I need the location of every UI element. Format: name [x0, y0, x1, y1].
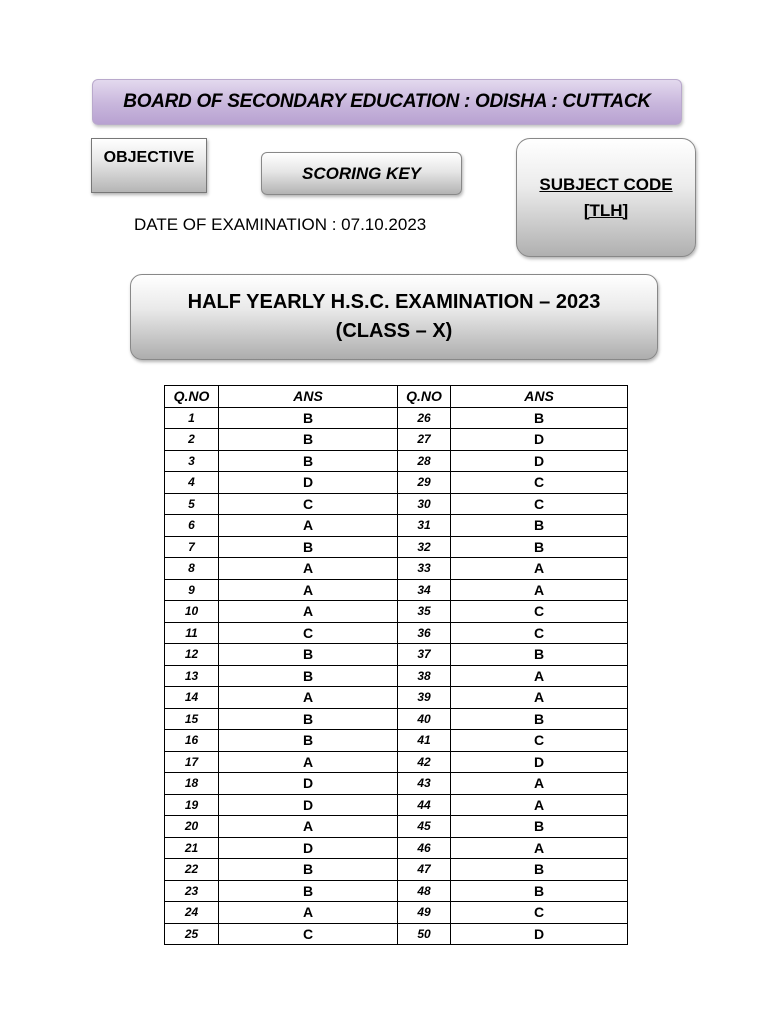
- exam-class: (CLASS – X): [335, 320, 453, 342]
- question-number: 18: [165, 773, 219, 795]
- table-row: [165, 601, 628, 623]
- table-row: [165, 515, 628, 537]
- question-number: 7: [165, 536, 219, 558]
- answer-cell: B: [219, 429, 398, 451]
- answer-cell: A: [451, 837, 628, 859]
- table-row: [165, 687, 628, 709]
- objective-box: [91, 138, 207, 193]
- answer-cell: C: [451, 902, 628, 924]
- table-row: [165, 816, 628, 838]
- question-number: 3: [165, 450, 219, 472]
- answer-cell: B: [451, 536, 628, 558]
- table-row: [165, 536, 628, 558]
- question-number: 6: [165, 515, 219, 537]
- answer-cell: D: [219, 794, 398, 816]
- question-number: 36: [398, 622, 451, 644]
- answer-key-table: [164, 385, 628, 945]
- table-header-row: [165, 386, 628, 408]
- question-number: 41: [398, 730, 451, 752]
- answer-cell: A: [451, 773, 628, 795]
- scoring-key-box: [261, 152, 462, 195]
- question-number: 49: [398, 902, 451, 924]
- answer-cell: A: [219, 579, 398, 601]
- table-row: [165, 880, 628, 902]
- question-number: 45: [398, 816, 451, 838]
- question-number: 32: [398, 536, 451, 558]
- answer-cell: C: [219, 493, 398, 515]
- answer-cell: B: [219, 450, 398, 472]
- question-number: 46: [398, 837, 451, 859]
- table-row: [165, 579, 628, 601]
- exam-title: HALF YEARLY H.S.C. EXAMINATION – 2023: [187, 291, 601, 313]
- question-number: 43: [398, 773, 451, 795]
- column-header-ans: ANS: [451, 386, 628, 408]
- question-number: 30: [398, 493, 451, 515]
- table-row: [165, 450, 628, 472]
- answer-cell: D: [451, 450, 628, 472]
- answer-cell: B: [451, 515, 628, 537]
- answer-cell: B: [451, 816, 628, 838]
- answer-cell: A: [451, 558, 628, 580]
- answer-cell: D: [219, 837, 398, 859]
- question-number: 22: [165, 859, 219, 881]
- column-header-ans: ANS: [219, 386, 398, 408]
- column-header-qno: Q.NO: [165, 386, 219, 408]
- answer-key-body: [165, 407, 628, 945]
- table-row: [165, 859, 628, 881]
- answer-cell: B: [219, 665, 398, 687]
- column-header-qno: Q.NO: [398, 386, 451, 408]
- table-row: [165, 644, 628, 666]
- question-number: 24: [165, 902, 219, 924]
- question-number: 5: [165, 493, 219, 515]
- table-row: [165, 622, 628, 644]
- table-row: [165, 558, 628, 580]
- answer-cell: B: [451, 859, 628, 881]
- objective-label: OBJECTIVE: [103, 149, 195, 166]
- question-number: 47: [398, 859, 451, 881]
- question-number: 21: [165, 837, 219, 859]
- question-number: 27: [398, 429, 451, 451]
- question-number: 31: [398, 515, 451, 537]
- answer-cell: D: [451, 751, 628, 773]
- table-row: [165, 708, 628, 730]
- question-number: 17: [165, 751, 219, 773]
- exam-date: DATE OF EXAMINATION : 07.10.2023: [134, 215, 427, 234]
- question-number: 8: [165, 558, 219, 580]
- answer-cell: C: [451, 622, 628, 644]
- question-number: 33: [398, 558, 451, 580]
- table-row: [165, 665, 628, 687]
- subject-code-box: [516, 138, 696, 257]
- table-row: [165, 429, 628, 451]
- answer-cell: A: [451, 579, 628, 601]
- answer-cell: C: [451, 601, 628, 623]
- question-number: 9: [165, 579, 219, 601]
- answer-cell: C: [451, 493, 628, 515]
- answer-cell: A: [219, 751, 398, 773]
- answer-cell: C: [451, 472, 628, 494]
- question-number: 40: [398, 708, 451, 730]
- answer-cell: C: [219, 923, 398, 945]
- answer-cell: D: [451, 429, 628, 451]
- answer-cell: A: [451, 665, 628, 687]
- question-number: 48: [398, 880, 451, 902]
- question-number: 28: [398, 450, 451, 472]
- question-number: 23: [165, 880, 219, 902]
- table-row: [165, 751, 628, 773]
- answer-cell: A: [219, 687, 398, 709]
- question-number: 4: [165, 472, 219, 494]
- answer-cell: D: [219, 773, 398, 795]
- answer-cell: B: [451, 708, 628, 730]
- table-row: [165, 493, 628, 515]
- board-banner: [92, 79, 682, 125]
- question-number: 38: [398, 665, 451, 687]
- board-title: BOARD OF SECONDARY EDUCATION : ODISHA : CUTTACK: [123, 91, 651, 112]
- question-number: 19: [165, 794, 219, 816]
- table-row: [165, 773, 628, 795]
- answer-cell: C: [451, 730, 628, 752]
- table-row: [165, 472, 628, 494]
- question-number: 20: [165, 816, 219, 838]
- question-number: 26: [398, 407, 451, 429]
- question-number: 15: [165, 708, 219, 730]
- scoring-key-label: SCORING KEY: [301, 163, 422, 183]
- answer-cell: B: [219, 536, 398, 558]
- question-number: 35: [398, 601, 451, 623]
- answer-cell: A: [451, 687, 628, 709]
- question-number: 42: [398, 751, 451, 773]
- answer-cell: A: [219, 816, 398, 838]
- answer-cell: A: [451, 794, 628, 816]
- question-number: 44: [398, 794, 451, 816]
- question-number: 1: [165, 407, 219, 429]
- answer-cell: B: [219, 708, 398, 730]
- table-row: [165, 837, 628, 859]
- question-number: 2: [165, 429, 219, 451]
- exam-title-box: [130, 274, 658, 360]
- answer-cell: A: [219, 902, 398, 924]
- question-number: 12: [165, 644, 219, 666]
- answer-cell: A: [219, 601, 398, 623]
- table-row: [165, 407, 628, 429]
- question-number: 13: [165, 665, 219, 687]
- answer-cell: B: [219, 644, 398, 666]
- question-number: 16: [165, 730, 219, 752]
- answer-cell: B: [451, 880, 628, 902]
- question-number: 39: [398, 687, 451, 709]
- answer-cell: B: [451, 407, 628, 429]
- table-row: [165, 902, 628, 924]
- answer-cell: D: [451, 923, 628, 945]
- question-number: 11: [165, 622, 219, 644]
- answer-cell: D: [219, 472, 398, 494]
- question-number: 25: [165, 923, 219, 945]
- question-number: 10: [165, 601, 219, 623]
- question-number: 50: [398, 923, 451, 945]
- answer-cell: B: [219, 859, 398, 881]
- question-number: 34: [398, 579, 451, 601]
- answer-cell: A: [219, 558, 398, 580]
- question-number: 29: [398, 472, 451, 494]
- question-number: 14: [165, 687, 219, 709]
- question-number: 37: [398, 644, 451, 666]
- answer-cell: B: [219, 730, 398, 752]
- subject-code-value: [TLH]: [583, 200, 629, 220]
- table-row: [165, 794, 628, 816]
- answer-cell: B: [219, 407, 398, 429]
- answer-cell: C: [219, 622, 398, 644]
- answer-cell: A: [219, 515, 398, 537]
- table-row: [165, 923, 628, 945]
- table-row: [165, 730, 628, 752]
- answer-cell: B: [219, 880, 398, 902]
- subject-code-label: SUBJECT CODE: [539, 174, 673, 194]
- answer-cell: B: [451, 644, 628, 666]
